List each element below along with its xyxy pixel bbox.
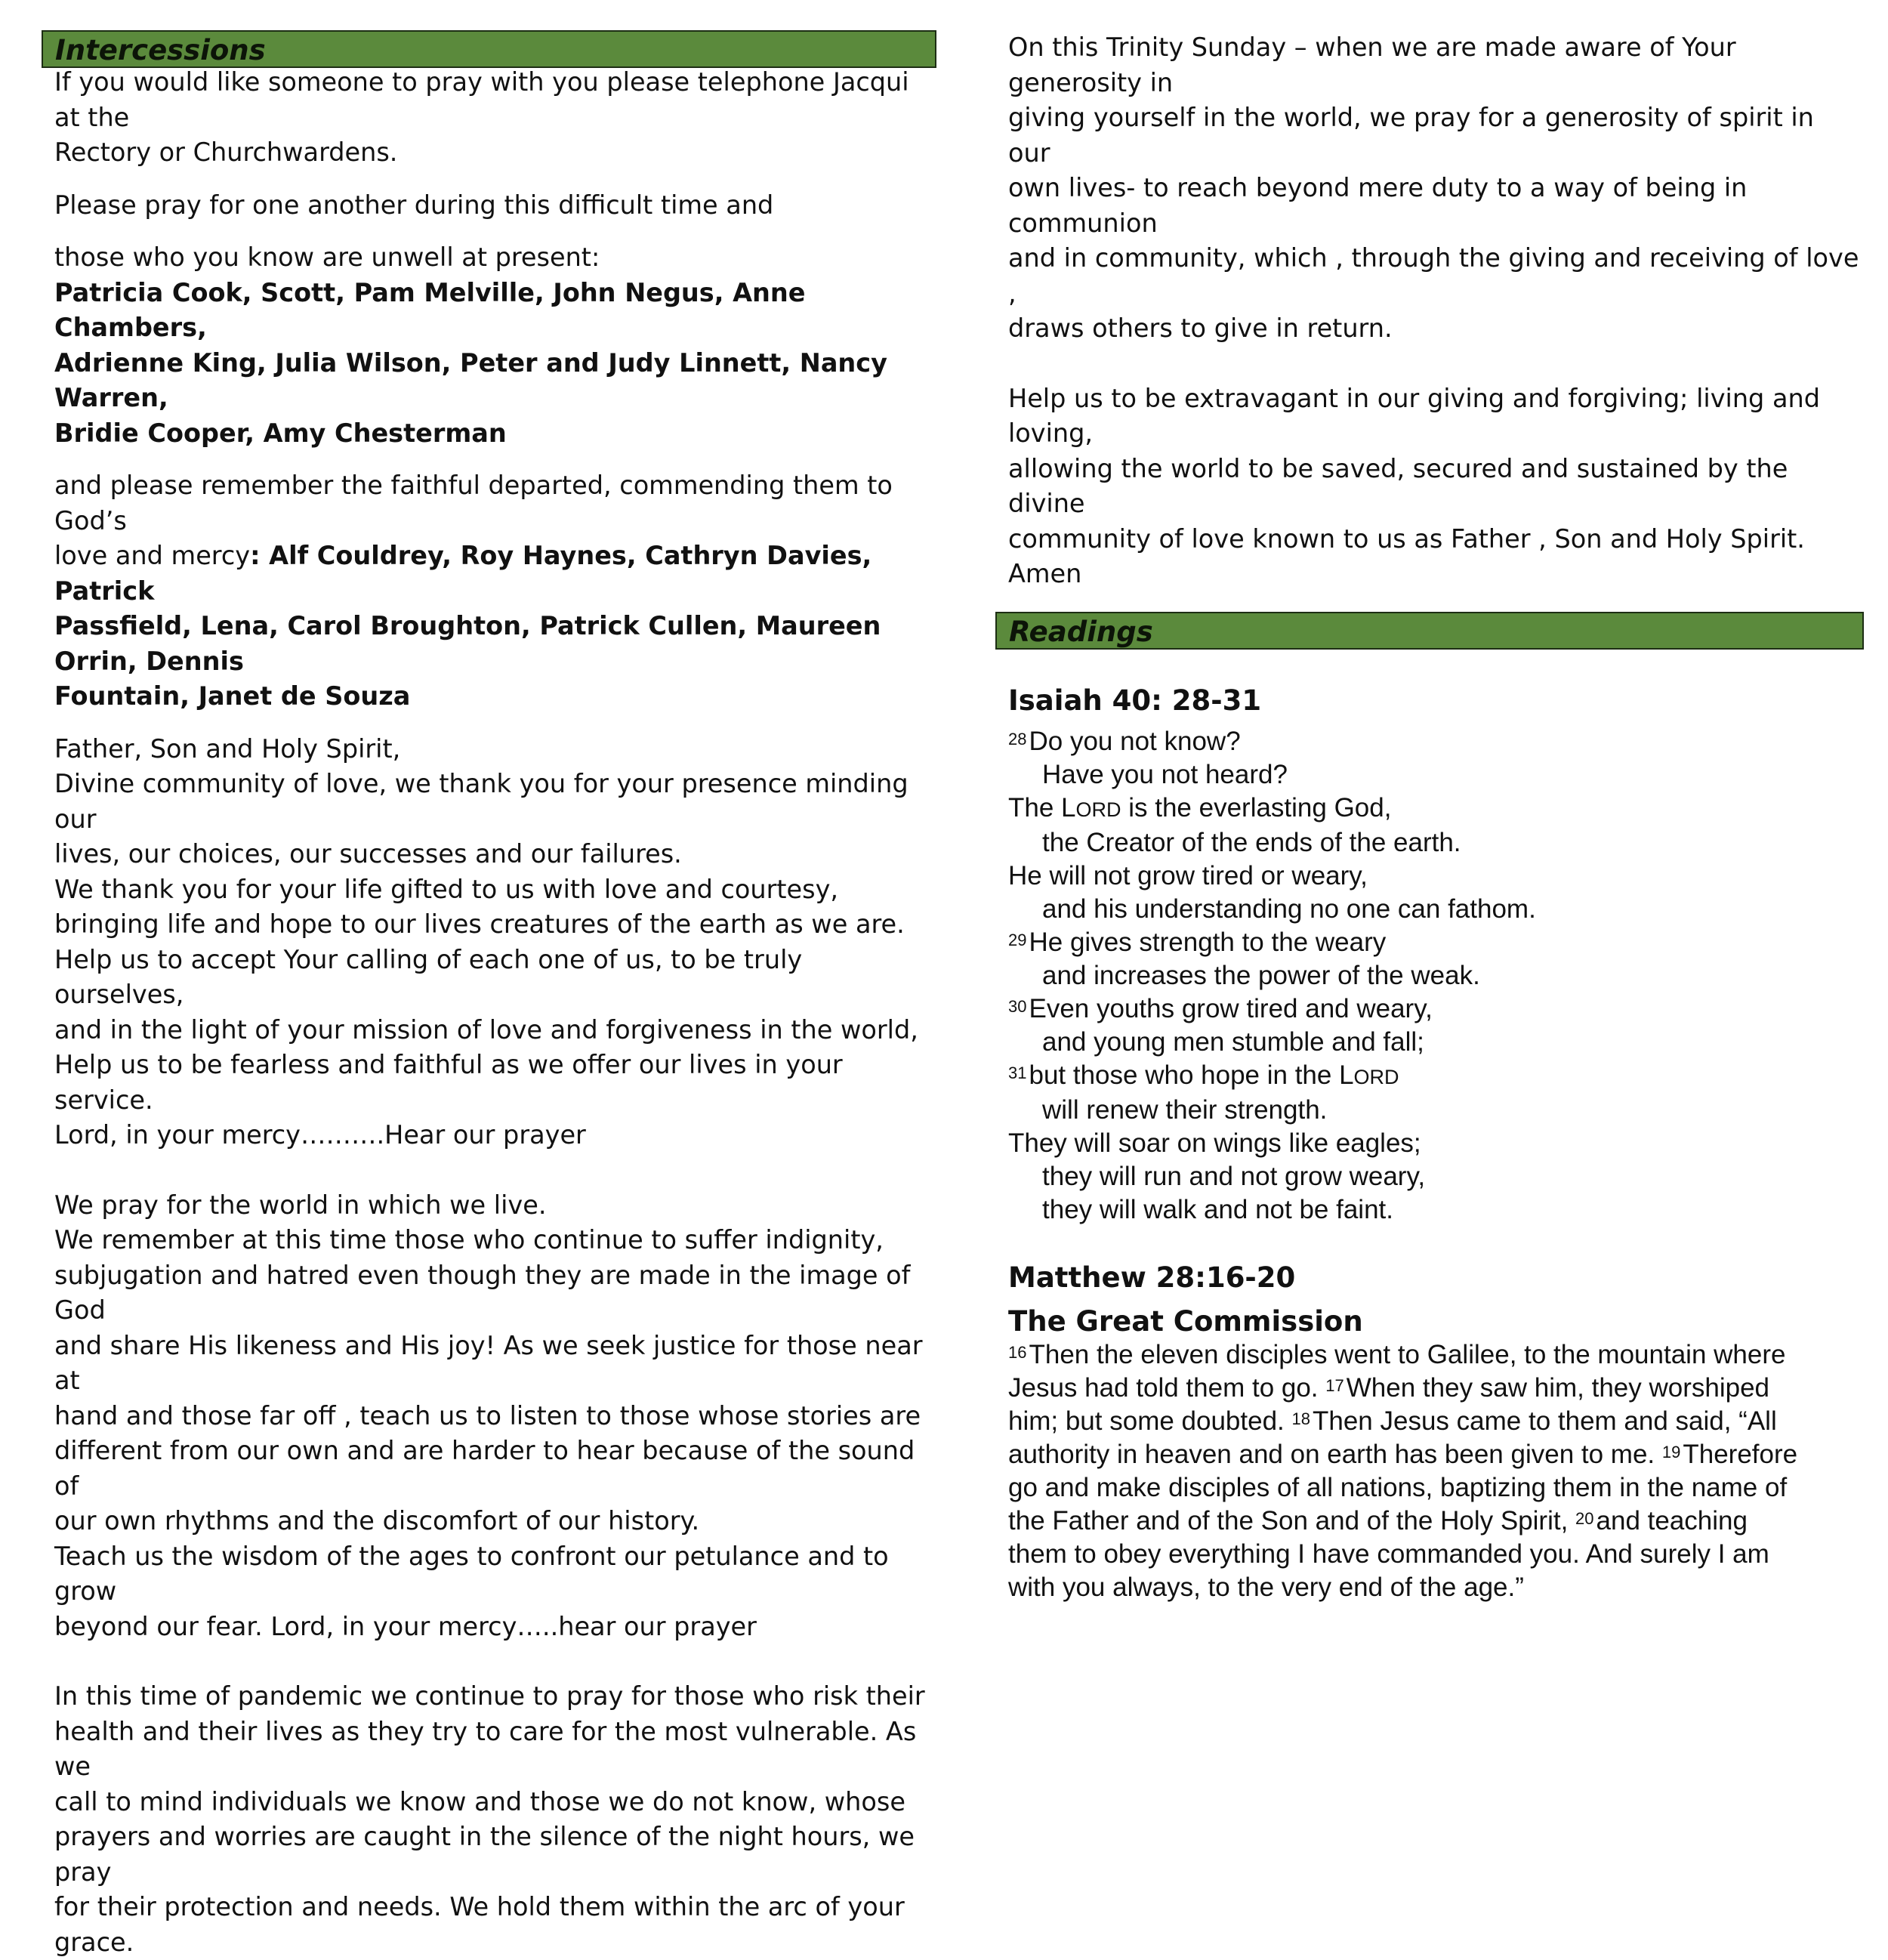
verse-line: and his understanding no one can fathom. — [1042, 894, 1536, 924]
trinity-paragraph-2 — [1008, 381, 1864, 592]
prayer-line: We thank you for your life gifted to us with love and courtesy, — [54, 874, 839, 904]
verse-number: 31 — [1008, 1063, 1027, 1082]
verse-number: 17 — [1325, 1375, 1344, 1395]
prayer-line: subjugation and hatred even though they are made in the image of God — [54, 1260, 911, 1325]
intercessions-text — [54, 65, 936, 1960]
verse-line: $^{28}$Do you not know? — [1008, 726, 1241, 756]
verse-line: $^{30}$Even youths grow tired and weary, — [1008, 993, 1433, 1023]
intercessions-column — [42, 0, 936, 1960]
prayer-line: Lord, in your mercy……….Hear our prayer — [54, 1120, 586, 1150]
trinity-paragraph-1 — [1008, 30, 1864, 347]
verse-line: $^{29}$He gives strength to the weary — [1008, 927, 1387, 957]
verse-line: and increases the power of the weak. — [1042, 960, 1480, 990]
verse-line: and young men stumble and fall; — [1042, 1026, 1424, 1057]
trinity-line: On this Trinity Sunday – when we are made aware of Your generosity in — [1008, 32, 1736, 97]
matthew-text: $^{16}$Then the eleven disciples went to Galilee, to the mountain where Jesus had told them to go. $^{17}$When they saw him, they worshiped him; but some doubted. $^{18}$Then Jesus came to them and said, “All authority in heaven and on earth has been given to me. $^{19}$Therefore go and make disciples of all nations, baptizing them in the name of the Father and of the Son and of the Holy Spirit, $^{20}$and teaching them to obey everything I have commanded you. And surely I am with you always, to the very end of the age.” — [1008, 1339, 1798, 1602]
prayer-line: different from our own and are harder to hear because of the sound of — [54, 1436, 915, 1501]
departed-names: Passfield, Lena, Carol Broughton, Patrick Cullen, Maureen Orrin, Dennis — [54, 611, 881, 676]
trinity-line: allowing the world to be saved, secured and sustained by the divine — [1008, 453, 1788, 518]
prayer-line: our own rhythms and the discomfort of our history. — [54, 1506, 700, 1536]
prayer-line: prayers and worries are caught in the silence of the night hours, we pray — [54, 1822, 915, 1887]
prayer-line: We remember at this time those who continue to suffer indignity, — [54, 1225, 884, 1255]
prayer-line: beyond our fear. Lord, in your mercy…..hear our prayer — [54, 1611, 757, 1641]
prayer-paragraph-3 — [54, 1679, 936, 1960]
prayer-line: In this time of pandemic we continue to pray for those who risk their — [54, 1681, 925, 1711]
verse-number: 18 — [1291, 1409, 1310, 1428]
prayer-line: bringing life and hope to our lives creatures of the earth as we are. — [54, 909, 905, 939]
prayer-line: Teach us the wisdom of the ages to confront our petulance and to grow — [54, 1541, 889, 1606]
unwell-names: Patricia Cook, Scott, Pam Melville, John Negus, Anne Chambers, — [54, 277, 806, 342]
departed-names: Fountain, Janet de Souza — [54, 681, 411, 711]
intercessions-heading: Intercessions — [42, 30, 936, 68]
prayer-line: hand and those far off , teach us to listen to those whose stories are — [54, 1400, 921, 1431]
readings-heading: Readings — [995, 612, 1864, 650]
departed-intro: and please remember the faithful departed, commending them to God’s — [54, 471, 893, 536]
isaiah-text — [1008, 725, 1864, 1227]
matthew-reference: Matthew 28:16-20 — [1008, 1261, 1296, 1294]
prayer-line: Father, Son and Holy Spirit, — [54, 733, 401, 764]
prayer-line: call to mind individuals we know and those we do not know, whose — [54, 1786, 905, 1816]
intro-line: If you would like someone to pray with you please telephone Jacqui at the — [54, 67, 909, 132]
intro-line: Rectory or Churchwardens. — [54, 137, 398, 167]
unwell-names: Bridie Cooper, Amy Chesterman — [54, 418, 507, 448]
trinity-text — [1008, 30, 1864, 592]
verse-number: 30 — [1008, 996, 1027, 1016]
prayer-line: We pray for the world in which we live. — [54, 1190, 547, 1220]
unwell-intro: those who you know are unwell at present: — [54, 242, 600, 272]
prayer-line: Help us to accept Your calling of each one of us, to be truly ourselves, — [54, 944, 803, 1009]
trinity-line: Help us to be extravagant in our giving and forgiving; living and loving, — [1008, 383, 1820, 448]
verse-line: Have you not heard? — [1042, 759, 1288, 789]
matthew-reading — [1008, 1260, 1864, 1604]
verse-number: 19 — [1661, 1442, 1681, 1462]
prayer-line: and share His likeness and His joy! As we seek justice for those near at — [54, 1330, 923, 1395]
trinity-line: draws others to give in return. — [1008, 313, 1393, 343]
trinity-line: giving yourself in the world, we pray for a generosity of spirit in our — [1008, 103, 1814, 168]
departed-paragraph — [54, 468, 936, 715]
verse-line: The LORD is the everlasting God, — [1008, 792, 1392, 823]
verse-line: $^{31}$but those who hope in the LORD — [1008, 1060, 1399, 1090]
verse-number: 20 — [1575, 1508, 1594, 1528]
verse-line: will renew their strength. — [1042, 1094, 1328, 1125]
prayer-line: for their protection and needs. We hold them within the arc of your grace. — [54, 1892, 905, 1957]
departed-intro: love and mercy — [54, 541, 251, 570]
verse-number: 29 — [1008, 930, 1027, 949]
verse-line: They will soar on wings like eagles; — [1008, 1128, 1421, 1158]
prayer-line: lives, our choices, our successes and our failures. — [54, 839, 682, 869]
matthew-title: The Great Commission — [1008, 1304, 1363, 1338]
unwell-paragraph — [54, 240, 936, 451]
verse-line: the Creator of the ends of the earth. — [1042, 827, 1461, 857]
trinity-line: and in community, which , through the giving and receiving of love , — [1008, 243, 1859, 308]
departed-names: : Alf Couldrey, Roy Haynes, Cathryn Davies, Patrick — [54, 541, 872, 606]
prayer-paragraph-2 — [54, 1188, 936, 1645]
intro-paragraph — [54, 65, 936, 171]
prayer-paragraph-1 — [54, 732, 936, 1153]
isaiah-reference: Isaiah 40: 28-31 — [1008, 684, 1262, 717]
unwell-names: Adrienne King, Julia Wilson, Peter and Judy Linnett, Nancy Warren, — [54, 347, 887, 412]
verse-line: they will walk and not be faint. — [1042, 1194, 1393, 1224]
verse-line: He will not grow tired or weary, — [1008, 860, 1368, 890]
verse-number: 16 — [1008, 1342, 1027, 1362]
verse-line: they will run and not grow weary, — [1042, 1161, 1426, 1191]
prayer-line: Help us to be fearless and faithful as we offer our lives in your service. — [54, 1050, 843, 1115]
readings-column — [995, 0, 1864, 1604]
trinity-line: own lives- to reach beyond mere duty to a way of being in communion — [1008, 173, 1748, 238]
prayer-line: and in the light of your mission of love and forgiveness in the world, — [54, 1014, 918, 1045]
verse-number: 28 — [1008, 729, 1027, 749]
prayer-line: Divine community of love, we thank you for your presence minding our — [54, 769, 909, 834]
prayer-line: health and their lives as they try to care for the most vulnerable. As we — [54, 1716, 917, 1781]
isaiah-reading — [1008, 683, 1864, 1227]
trinity-line: community of love known to us as Father , Son and Holy Spirit. Amen — [1008, 523, 1805, 588]
pray-paragraph: Please pray for one another during this difficult time and — [54, 190, 774, 220]
